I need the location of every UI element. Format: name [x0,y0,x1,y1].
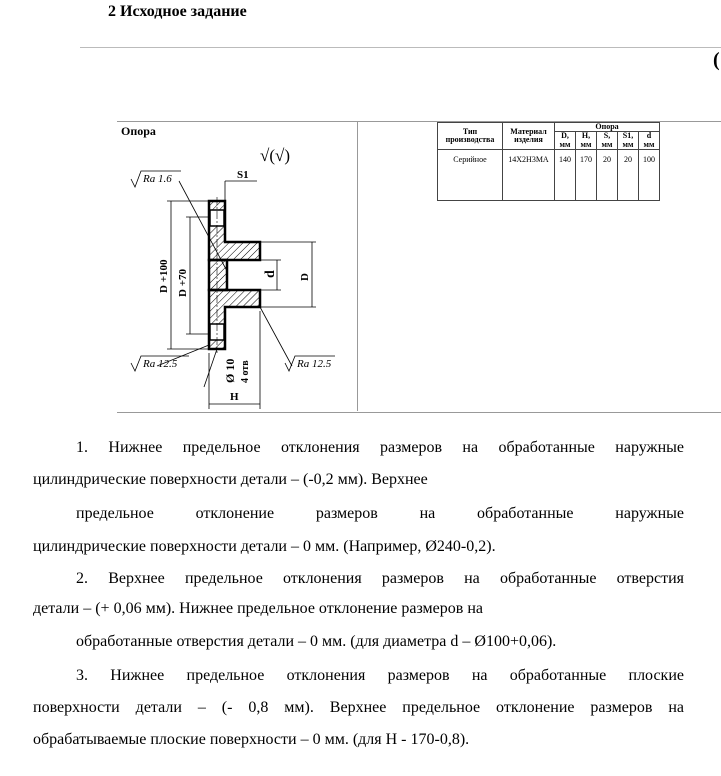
part-name: Опора [121,124,156,138]
section-heading: 2 Исходное задание [108,3,247,20]
dim-h-label: H [230,391,239,403]
roughness-general-symbol: √(√) [260,146,290,165]
col-material: Материал изделия [503,123,555,150]
sub-header: H, мм [576,132,597,150]
paragraph-3-line-3: обрабатываемые плоские поверхности – 0 мм. (для H - 170-0,8). [33,731,470,748]
ra-bottom-left-label: Ra 12.5 [143,358,178,370]
table-cell: 20 [597,150,618,201]
table-cell: 170 [576,150,597,201]
header-rule [80,47,721,48]
col-production: Тип производства [438,123,503,150]
paragraph-1-line-3: предельное отклонение размеров на обработанные наружные [76,505,684,522]
table-row [438,150,660,201]
table-cell: Серийное [438,150,503,201]
dim-holes-count-label: 4 отв [240,360,251,383]
ra-top-label: Ra 1.6 [143,173,172,185]
sub-header: D, мм [555,132,576,150]
dim-small-d-label: d [263,270,278,278]
part-drawing [117,121,357,411]
sub-header: S, мм [597,132,618,150]
paragraph-1-line-2: цилиндрические поверхности детали – (-0,2 мм). Верхнее [33,471,428,488]
paragraph-3-line-1: 3. Нижнее предельное отклонения размеров на обработанные плоские [76,667,684,684]
paragraph-2-line-1: 2. Верхнее предельное отклонения размеров на обработанные отверстия [76,570,684,587]
edge-mark: ( [713,49,720,71]
group-support: Опора [555,123,660,132]
paragraph-1-line-4: цилиндрические поверхности детали – 0 мм. (Например, Ø240-0,2). [33,538,496,555]
table-cell: 140 [555,150,576,201]
sub-header: S1, мм [618,132,639,150]
sub-header: d мм [639,132,660,150]
dim-hole-label: Ø 10 [223,358,237,383]
ra-bottom-right-label: Ra 12.5 [297,358,332,370]
spec-table [437,122,660,201]
table-cell: 14Х2Н3МА [503,150,555,201]
paragraph-2-line-2: детали – (+ 0,06 мм). Нижнее предельное отклонение размеров на [33,600,483,617]
table-cell: 20 [618,150,639,201]
dim-d-plus-100-label: D +100 [158,259,170,293]
dim-s1-label: S1 [237,169,249,181]
dim-big-d-label: D [299,273,311,281]
paragraph-3-line-2: поверхности детали – (- 0,8 мм). Верхнее предельное отклонение размеров на [33,699,684,716]
paragraph-2-line-3: обработанные отверстия детали – 0 мм. (для диаметра d – Ø100+0,06). [76,633,557,650]
dim-d-plus-70-label: D +70 [177,269,189,297]
table-cell: 100 [639,150,660,201]
paragraph-1-line-1: 1. Нижнее предельное отклонения размеров на обработанные наружные [76,439,684,456]
drawing-divider [357,121,358,411]
